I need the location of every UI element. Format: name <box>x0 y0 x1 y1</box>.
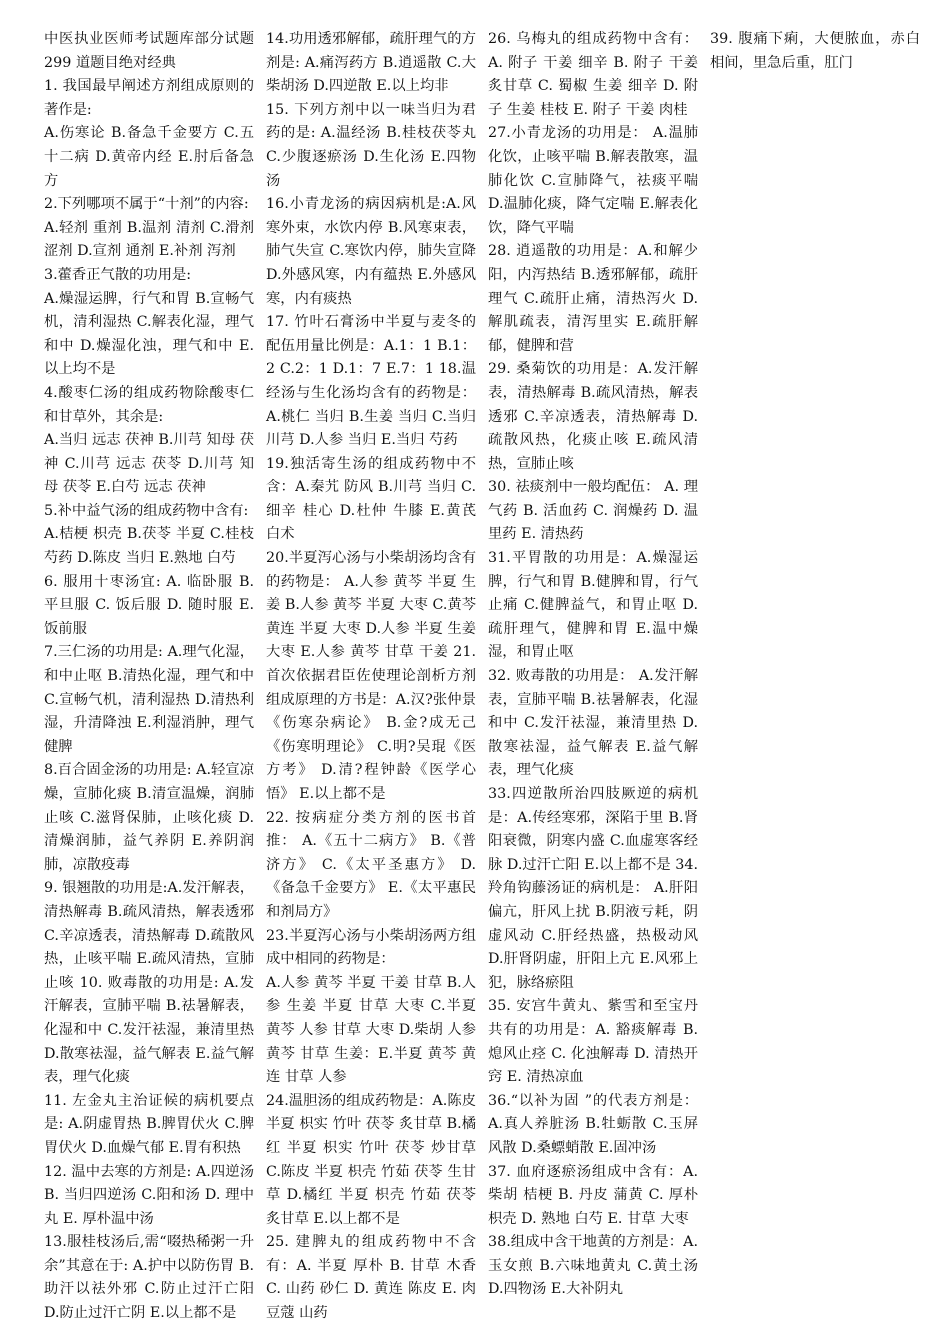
question-paragraph: A.轻剂 重剂 B.温剂 清剂 C.滑剂 涩剂 D.宣剂 通剂 E.补剂 泻剂 <box>44 219 254 260</box>
question-paragraph: 4.酸枣仁汤的组成药物除酸枣仁和甘草外，其余是: <box>44 384 254 425</box>
question-paragraph: 38.组成中含干地黄的方剂是：A.玉女煎 B.六味地黄丸 C.黄土汤 D.四物汤 E.大补阴丸 <box>488 1234 698 1298</box>
question-paragraph: 1. 我国最早阐述方剂组成原则的著作是: <box>44 78 254 118</box>
question-paragraph: 29. 桑菊饮的功用是：A.发汗解表，清热解毒 B.疏风清热，解表透邪 C.辛凉透表，清热解毒 D.疏散风热，化痰止咳 E.疏风清热，宣肺止咳 <box>488 361 698 472</box>
question-columns <box>44 28 920 1328</box>
question-paragraph: 12. 温中去寒的方剂是: A.四逆汤 B. 当归四逆汤 C.阳和汤 D. 理中丸 E. 厚朴温中汤 <box>44 1163 254 1227</box>
question-paragraph: 6. 服用十枣汤宜: A. 临卧服 B. 平旦服 C. 饭后服 D. 随时服 E. 饭前服 <box>44 573 254 637</box>
question-paragraph: 22. 按病症分类方剂的医书首推： A.《五十二病方》 B.《普济方》 C.《太平圣惠方》 D.《备急千金要方》 E.《太平惠民和剂局方》 <box>266 809 476 920</box>
question-paragraph: A.人参 黄芩 半夏 干姜 甘草 B.人参 生姜 半夏 甘草 大枣 C.半夏 黄芩 人参 甘草 大枣 D.柴胡 人参 黄芩 甘草 生姜：E.半夏 黄芩 黄连 甘草 人参 <box>266 974 476 1086</box>
question-paragraph: 37. 血府逐瘀汤组成中含有：A. 柴胡 桔梗 B. 丹皮 蒲黄 C. 厚朴 枳壳 D. 熟地 白芍 E. 甘草 大枣 <box>488 1163 698 1227</box>
question-paragraph: 25. 建脾丸的组成药物中不含有：A. 半夏 厚朴 B. 甘草 木香 C. 山药 砂仁 D. 黄连 陈皮 E. 肉豆蔻 山药 <box>266 1234 476 1322</box>
question-paragraph: 5.补中益气汤的组成药物中含有: <box>44 502 249 519</box>
question-paragraph: 17. 竹叶石膏汤中半夏与麦冬的配伍用量比例是：A.1：1 B.1：2 C.2：1 D.1：7 E.7：1 18.温经汤与生化汤均含有的药物是：A.桃仁 当归 B.生姜 当归 C.当归 川芎 D.人参 当归 E.当归 芍药 <box>266 314 476 449</box>
question-paragraph: 3.藿香正气散的功用是: <box>44 266 192 283</box>
question-paragraph: 31.平胃散的功用是：A.燥湿运脾，行气和胃 B.健脾和胃，行气止痛 C.健脾益气，和胃止呕 D.疏肝理气，健脾和胃 E.温中燥湿，和胃止呕 <box>488 550 698 661</box>
question-paragraph: 9. 银翘散的功用是:A.发汗解表，清热解毒 B.疏风清热，解表透邪 C.辛凉透表，清热解毒 D.疏散风热，止咳平喘 E.疏风清热，宣肺止咳 10. 败毒散的功用是: A.发汗解表，宣肺平喘 B.祛暑解表，化湿和中 C.发汗祛湿，兼清里热 D.散寒祛湿，益气解表 E.益气解表，理气化痰 <box>44 880 254 1086</box>
question-paragraph: A.伤寒论 B.备急千金要方 C.五十二病 D.黄帝内经 E.肘后备急方 <box>44 125 254 189</box>
question-paragraph: 35. 安宫牛黄丸、紫雪和至宝丹共有的功用是：A. 豁痰解毒 B. 熄风止痉 C. 化浊解毒 D. 清热开窍 E. 清热凉血 <box>488 998 698 1086</box>
question-paragraph: 7.三仁汤的功用是: A.理气化湿，和中止呕 B.清热化湿，理气和中 C.宣畅气机，清利湿热 D.清热利湿，升清降浊 E.利湿消肿，理气健脾 <box>44 644 254 755</box>
question-paragraph: 16.小青龙汤的病因病机是:A.风寒外束，水饮内停 B.风寒束表，肺气失宣 C.寒饮内停，肺失宣降 D.外感风寒，内有蕴热 E.外感风寒，内有痰热 <box>266 196 476 307</box>
question-paragraph: 33.四逆散所治四肢厥逆的病机是：A.传经寒邪，深陷于里 B.肾阳衰微，阴寒内盛 C.血虚寒客经脉 D.过汗亡阳 E.以上都不是 34.羚角钩藤汤证的病机是： A.肝阳偏亢，肝风上扰 B.阴液亏耗，阴虚风动 C.肝经热盛，热极动风 D.肝肾阴虚，肝阳上亢 E.风邪上犯，脉络瘀阻 <box>488 786 698 991</box>
question-paragraph: 13.服桂枝汤后,需“啜热稀粥一升余”其意在于: A.护中以防伤胃 B.助汗以祛外邪 C.防止过汗亡阳 D.防止过汗亡阴 E.以上都不是 <box>44 1234 254 1322</box>
question-paragraph: 30. 祛痰剂中一般均配伍： A. 理气药 B. 活血药 C. 润燥药 D. 温里药 E. 清热药 <box>488 479 698 543</box>
question-paragraph: A.当归 远志 茯神 B.川芎 知母 茯神 C.川芎 远志 茯苓 D.川芎 知母 茯苓 E.白芍 远志 茯神 <box>44 432 254 496</box>
document-title: 中医执业医师考试题库部分试题 299 道题目绝对经典 <box>44 31 254 71</box>
question-paragraph: 26. 乌梅丸的组成药物中含有：A. 附子 干姜 细辛 B. 附子 干姜 炙甘草 C. 蜀椒 生姜 细辛 D. 附子 生姜 桂枝 E. 附子 干姜 肉桂 <box>488 31 698 118</box>
question-paragraph: 39. 腹痛下痢，大便脓血，赤白相间，里急后重，肛门 <box>710 31 920 71</box>
question-paragraph: 11. 左金丸主治证候的病机要点是: A.阴虚胃热 B.脾胃伏火 C.脾胃伏火 D.血燥气郁 E.胃有积热 <box>44 1092 254 1156</box>
question-paragraph: A.桔梗 枳壳 B.茯苓 半夏 C.桂枝 芍药 D.陈皮 当归 E.熟地 白芍 <box>44 526 254 567</box>
question-paragraph: 15. 下列方剂中以一味当归为君药的是: A.温经汤 B.桂枝茯苓丸 C.少腹逐瘀汤 D.生化汤 E.四物汤 <box>266 101 476 189</box>
question-paragraph: 32. 败毒散的功用是： A.发汗解表，宣肺平喘 B.祛暑解表，化湿和中 C.发汗祛湿，兼清里热 D.散寒祛湿，益气解表 E.益气解表，理气化痰 <box>488 668 698 779</box>
question-paragraph: 24.温胆汤的组成药物是：A.陈皮 半夏 枳实 竹叶 茯苓 炙甘草 B.橘红 半夏 枳实 竹叶 茯苓 炒甘草 C.陈皮 半夏 枳壳 竹茹 茯苓 生甘草 D.橘红 半夏 枳壳 竹茹 茯苓 炙甘草 E.以上都不是 <box>266 1092 476 1227</box>
question-paragraph: 2.下列哪项不属于“十剂”的内容: <box>44 196 249 213</box>
question-paragraph: 8.百合固金汤的功用是: A.轻宣凉燥，宣肺化痰 B.清宣温燥，润肺止咳 C.滋肾保肺，止咳化痰 D.清燥润肺，益气养阴 E.养阴润肺，凉散疫毒 <box>44 762 254 873</box>
question-paragraph: 14.功用透邪解郁，疏肝理气的方剂是: A.痛泻药方 B.逍遥散 C.大柴胡汤 D.四逆散 E.以上均非 <box>266 31 476 95</box>
question-paragraph: 27.小青龙汤的功用是： A.温肺化饮，止咳平喘 B.解表散寒，温肺化饮 C.宣肺降气，祛痰平喘 D.温肺化痰，降气定喘 E.解表化饮，降气平喘 <box>488 125 698 236</box>
question-paragraph: 36.“以补为固 ”的代表方剂是： A.真人养脏汤 B.牡蛎散 C.玉屏风散 D.桑螵蛸散 E.固冲汤 <box>488 1092 698 1156</box>
question-paragraph: 23.半夏泻心汤与小柴胡汤两方组成中相同的药物是： <box>266 927 476 968</box>
question-paragraph: 20.半夏泻心汤与小柴胡汤均含有的药物是： A.人参 黄芩 半夏 生姜 B.人参 黄芩 半夏 大枣 C.黄芩 黄连 半夏 大枣 D.人参 半夏 生姜 大枣 E.人参 黄芩 甘草 干姜 21. 首次依据君臣佐使理论剖析方剂组成原理的方书是：A.汉?张仲景《伤寒杂病论》 B.金?成无己《伤寒明理论》 C.明?吴琨《医方考》 D.清?程钟龄《医学心悟》 E.以上都不是 <box>266 550 477 802</box>
question-paragraph: 28. 逍遥散的功用是：A.和解少阳，内泻热结 B.透邪解郁，疏肝理气 C.疏肝止痛，清热泻火 D.解肌疏表，清泻里实 E.疏肝解郁，健脾和营 <box>488 243 698 354</box>
question-paragraph: 19.独活寄生汤的组成药物中不含：A.秦艽 防风 B.川芎 当归 C.细辛 桂心 D.杜仲 牛膝 E.黄芪 白术 <box>266 455 476 543</box>
question-paragraph: A.燥湿运脾，行气和胃 B.宣畅气机，清利湿热 C.解表化湿，理气和中 D.燥湿化浊，理气和中 E.以上均不是 <box>44 290 254 378</box>
